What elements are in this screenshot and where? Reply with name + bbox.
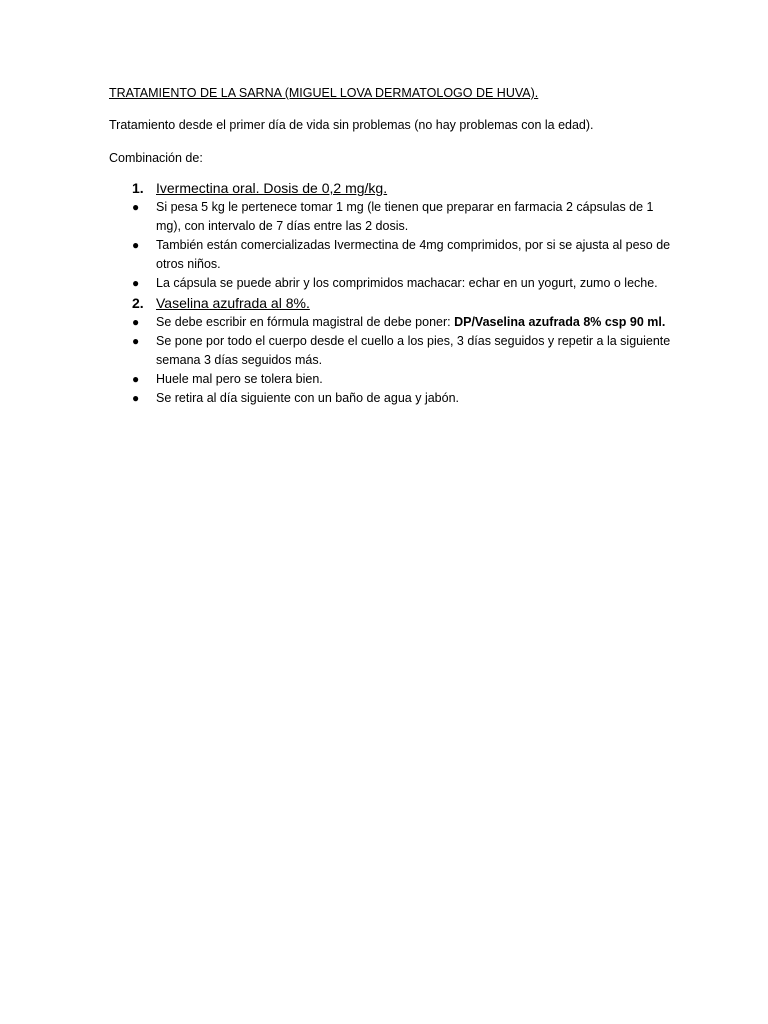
section-number: 2. (132, 295, 144, 311)
list-item-text: Se pone por todo el cuerpo desde el cuello a los pies, 3 días seguidos y repetir a la siguiente semana 3 días seguidos más. (156, 334, 671, 367)
list-item (132, 236, 672, 274)
list-item-text: También están comercializadas Ivermectina de 4mg comprimidos, por si se ajusta al peso de otros niños. (156, 238, 671, 271)
bullet-icon: ● (132, 276, 140, 290)
section-heading-ivermectina (132, 178, 672, 198)
list-item-text: Si pesa 5 kg le pertenece tomar 1 mg (le tienen que preparar en farmacia 2 cápsulas de 1 mg), con intervalo de 7 días entre las 2 dosis. (156, 200, 654, 233)
list-item (132, 274, 672, 293)
list-item-text: Se retira al día siguiente con un baño de agua y jabón. (156, 391, 459, 405)
list-item-text: La cápsula se puede abrir y los comprimidos machacar: echar en un yogurt, zumo o leche. (156, 276, 658, 290)
list-item (132, 313, 672, 332)
list-item-text-plain: Se debe escribir en fórmula magistral de debe poner: (156, 315, 455, 329)
list-item (132, 370, 672, 389)
document-title: TRATAMIENTO DE LA SARNA (MIGUEL LOVA DERMATOLOGO DE HUVA). (109, 86, 539, 100)
combination-label: Combinación de: (109, 151, 203, 165)
section-heading-vaselina (132, 293, 672, 313)
bullet-icon: ● (132, 391, 140, 405)
bullet-icon: ● (132, 372, 140, 386)
section-heading-text: Ivermectina oral. Dosis de 0,2 mg/kg. (156, 180, 388, 196)
bullet-icon: ● (132, 200, 140, 214)
treatment-list (132, 178, 672, 408)
section-number: 1. (132, 180, 144, 196)
list-item (132, 389, 672, 408)
list-item-text: Huele mal pero se tolera bien. (156, 372, 323, 386)
list-item (132, 198, 672, 236)
intro-paragraph: Tratamiento desde el primer día de vida sin problemas (no hay problemas con la edad). (109, 118, 594, 132)
bullet-icon: ● (132, 238, 140, 252)
list-item-text (156, 313, 672, 332)
section-heading-text: Vaselina azufrada al 8%. (156, 295, 310, 311)
bullet-icon: ● (132, 315, 140, 329)
formula-text: DP/Vaselina azufrada 8% csp 90 ml. (454, 315, 666, 329)
bullet-icon: ● (132, 334, 140, 348)
list-item (132, 332, 672, 370)
